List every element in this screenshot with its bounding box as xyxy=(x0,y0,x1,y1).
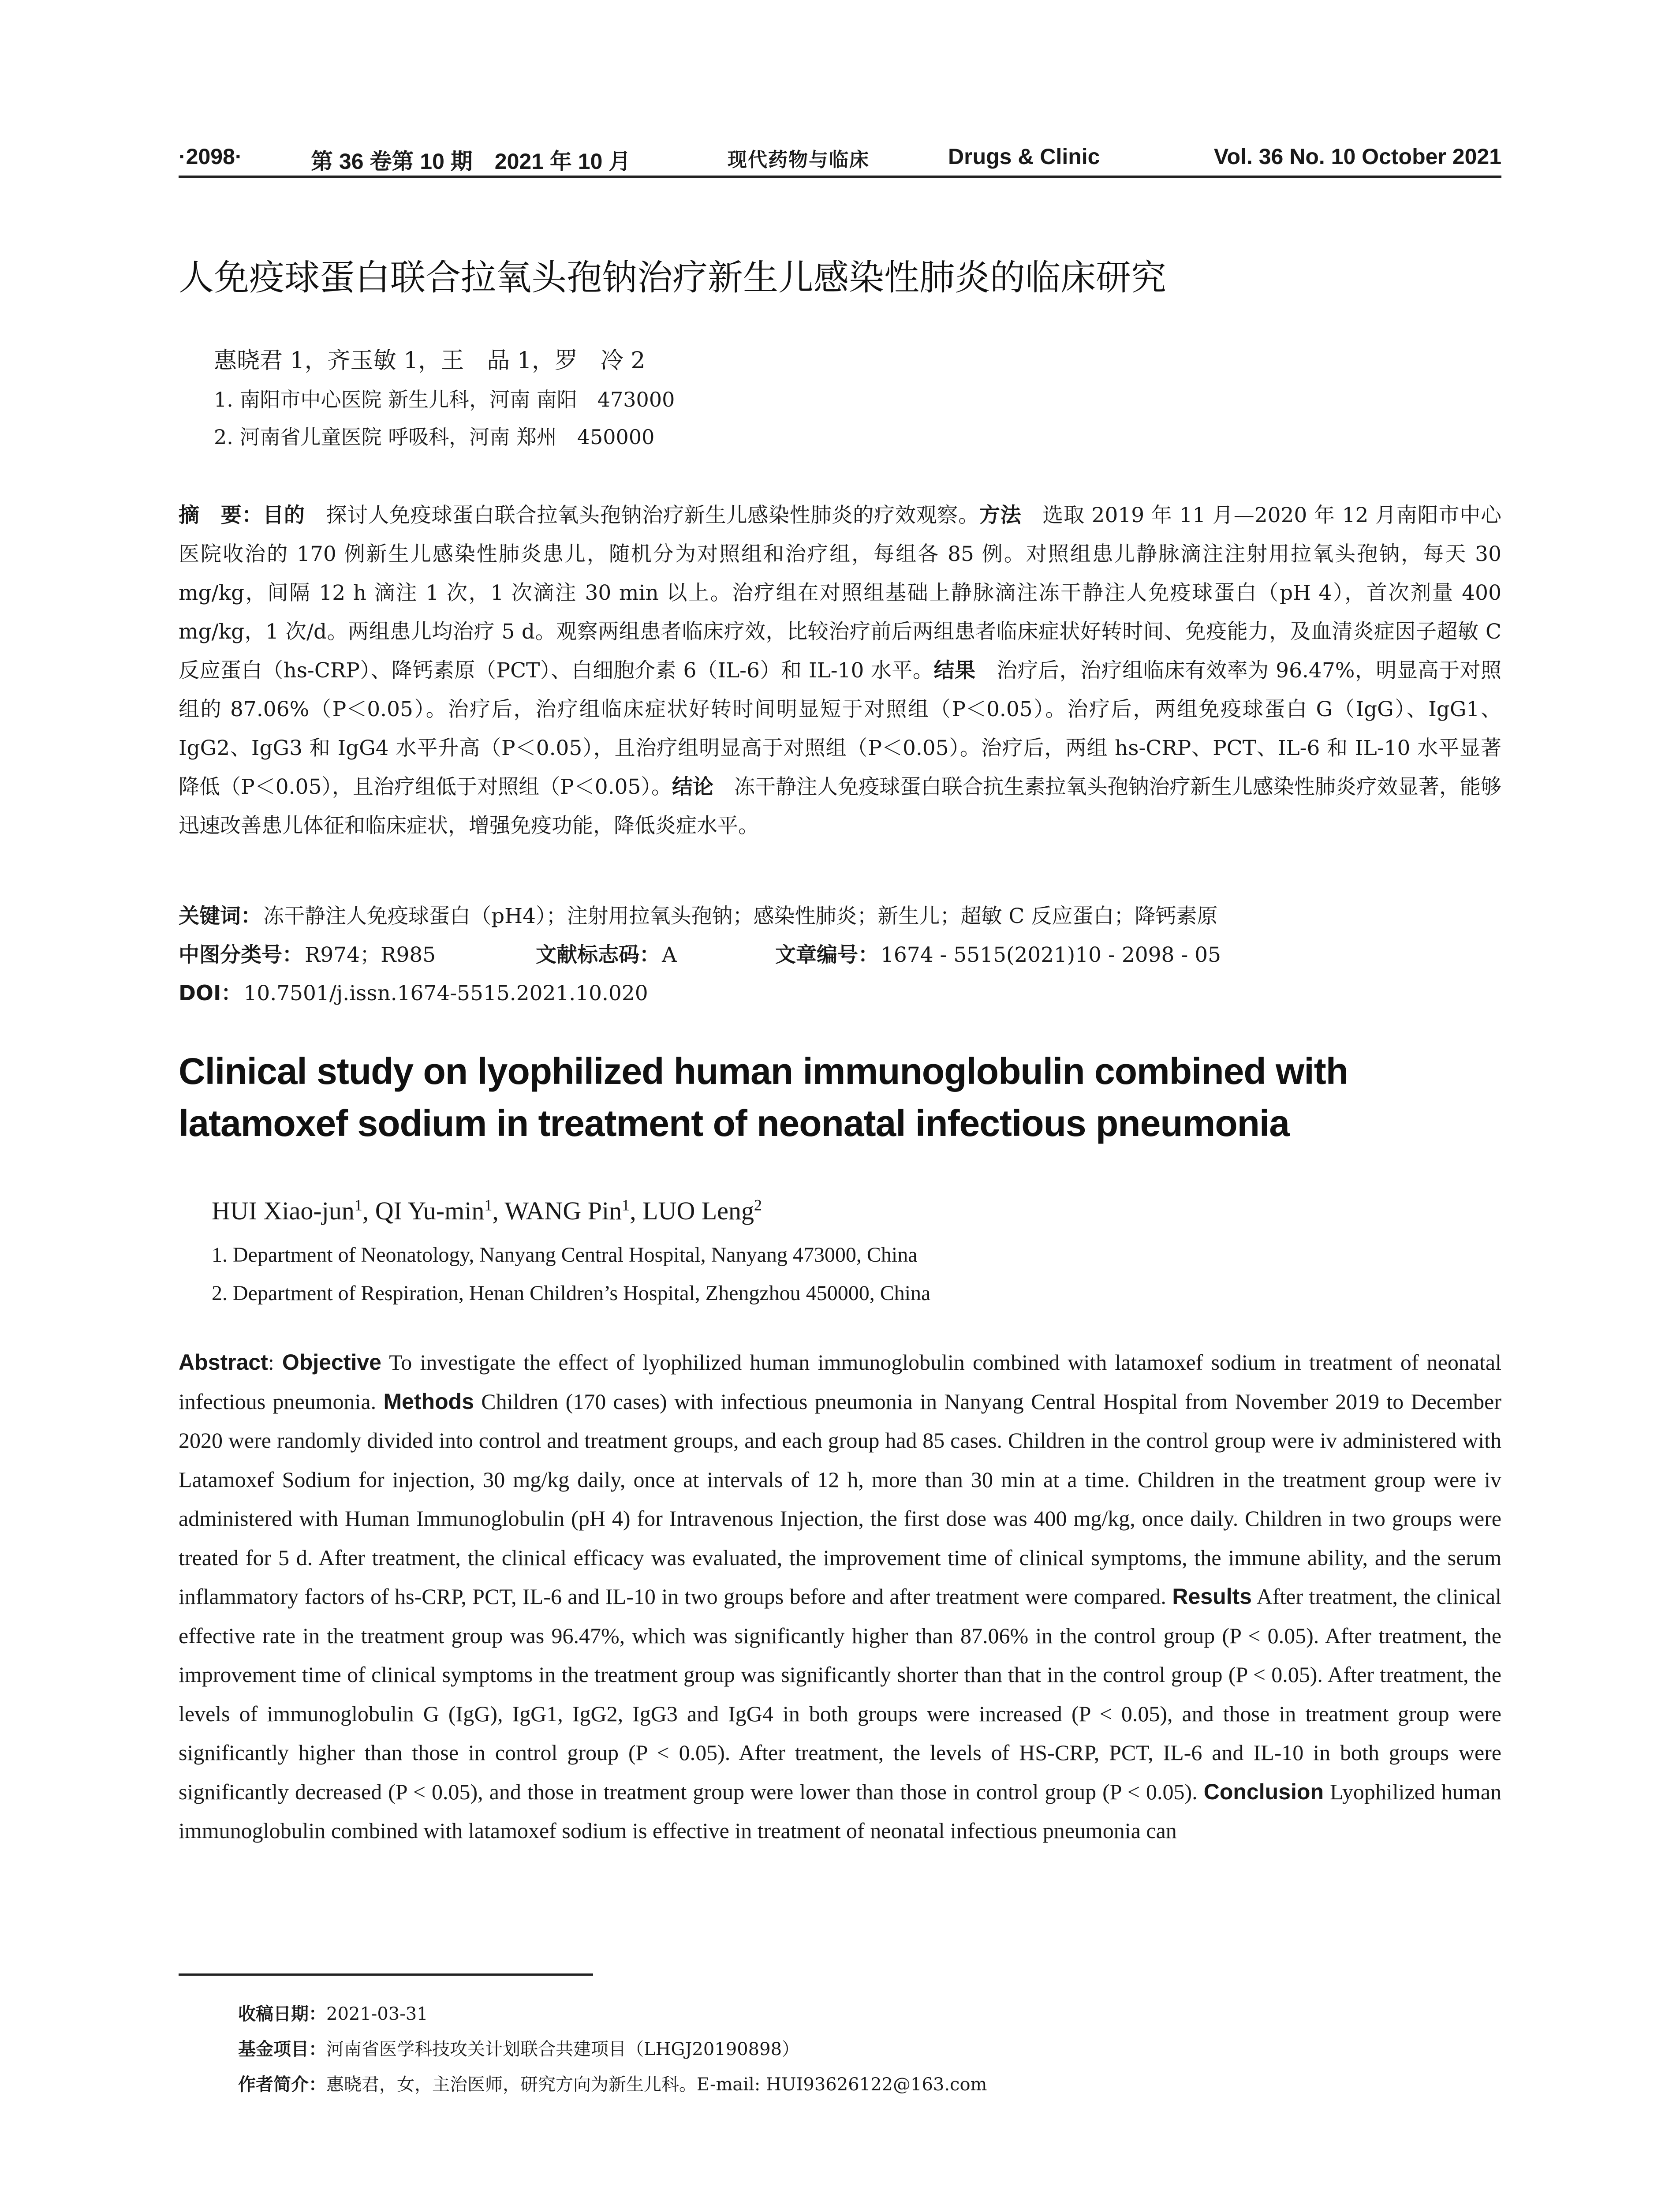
cn-doc-code xyxy=(536,938,677,968)
en-objective-label: Objective xyxy=(282,1350,381,1375)
cn-doi xyxy=(179,977,648,1006)
footnote-received xyxy=(238,2000,428,2025)
en-objective-text: To investigate the effect of lyophilized human immunoglobulin combined with latamoxef sodium in treatment of neonatal infectious pneumonia. xyxy=(179,1350,1501,1414)
en-abstract-label: Abstract xyxy=(179,1350,268,1375)
cn-objective-label: 目的 xyxy=(263,503,305,527)
journal-name-cn: 现代药物与临床 xyxy=(728,149,870,171)
en-author-4: LUO Leng$^2$ xyxy=(642,1196,762,1226)
en-results-text: After treatment, the clinical effective rate in the treatment group was 96.47%, which was significantly higher than 87.06% in the control group (P < 0.05). After treatment, the improvement time of clinical symptoms in the treatment group was significantly shorter than that in the control group (P < 0.05). After treatment, the levels of immunoglobulin G (IgG), IgG1, IgG2, IgG3 and IgG4 in both groups were increased (P < 0.05), and those in treatment group were significantly higher than those in control group (P < 0.05). After treatment, the levels of HS-CRP, PCT, IL-6 and IL-10 in both groups were significantly decreased (P < 0.05), and those in treatment group were lower than those in control group (P < 0.05). xyxy=(179,1584,1502,1804)
article-no-value: 1674 - 5515(2021)10 - 2098 - 05 xyxy=(881,943,1221,967)
cn-abstract xyxy=(179,496,1501,845)
cn-affiliation-2: 2. 河南省儿童医院 呼吸科，河南 郑州 450000 xyxy=(214,425,655,449)
en-affiliation-1: 1. Department of Neonatology, Nanyang Central Hospital, Nanyang 473000, China xyxy=(212,1243,918,1267)
received-date: 2021-03-31 xyxy=(326,2004,428,2024)
cn-objective-text: 探讨人免疫球蛋白联合拉氧头孢钠治疗新生儿感染性肺炎的疗效观察。 xyxy=(305,503,979,527)
doc-code-value: A xyxy=(662,943,677,967)
en-methods-label: Methods xyxy=(383,1389,474,1414)
en-conclusion-text: Lyophilized human immunoglobulin combined with latamoxef sodium is effective in treatment of neonatal infectious pneumonia can xyxy=(179,1779,1502,1843)
en-abstract: Abstract: Objective To investigate the effect of lyophilized human immunoglobulin combined with latamoxef sodium in treatment of neonatal infectious pneumonia. Methods Children (170 cases) with infectious pneumonia in Nanyang Central Hospital from November 2019 to December 2020 were randomly divided into control and treatment groups, and each group had 85 cases. Children in the control group were iv administered with Latamoxef Sodium for injection, 30 mg/kg daily, once at intervals of 12 h, more than 30 min at a time. Children in the treatment group were iv administered with Human Immunoglobulin (pH 4) for Intravenous Injection, the first dose was 400 mg/kg, once daily. Children in two groups were treated for 5 d. After treatment, the clinical efficacy was evaluated, the improvement time of clinical symptoms, the immune ability, and the serum inflammatory factors of hs-CRP, PCT, IL-6 and IL-10 in two groups before and after treatment were compared. Results After treatment, the clinical effective rate in the treatment group was 96.47%, which was significantly higher than 87.06% in the control group (P < 0.05). After treatment, the improvement time of clinical symptoms in the treatment group was significantly shorter than that in the control group (P < 0.05). After treatment, the levels of immunoglobulin G (IgG), IgG1, IgG2, IgG3 and IgG4 in both groups were increased (P < 0.05), and those in treatment group were significantly higher than those in control group (P < 0.05). After treatment, the levels of HS-CRP, PCT, IL-6 and IL-10 in both groups were significantly decreased (P < 0.05), and those in treatment group were lower than those in control group (P < 0.05). Conclusion Lyophilized human immunoglobulin combined with latamoxef sodium is effective in treatment of neonatal infectious pneumonia can xyxy=(179,1350,1502,1843)
cn-title: 人免疫球蛋白联合拉氧头孢钠治疗新生儿感染性肺炎的临床研究 xyxy=(179,257,1166,298)
cn-classification xyxy=(179,938,436,968)
cn-conclusion-text: 冻干静注人免疫球蛋白联合抗生素拉氧头孢钠治疗新生儿感染性肺炎疗效显著，能够迅速改善患儿体征和临床症状，增强免疫功能，降低炎症水平。 xyxy=(179,775,1502,838)
footnote-author xyxy=(238,2070,987,2096)
en-methods-text: Children (170 cases) with infectious pneumonia in Nanyang Central Hospital from November 2019 to December 2020 were randomly divided into control and treatment groups, and each group had 85 cases. Children in the control group were iv administered with Latamoxef Sodium for injection, 30 mg/kg daily, once at intervals of 12 h, more than 30 min at a time. Children in the treatment group were iv administered with Human Immunoglobulin (pH 4) for Intravenous Injection, the first dose was 400 mg/kg, once daily. Children in two groups were treated for 5 d. After treatment, the clinical efficacy was evaluated, the improvement time of clinical symptoms, the immune ability, and the serum inflammatory factors of hs-CRP, PCT, IL-6 and IL-10 in two groups before and after treatment were compared. xyxy=(179,1389,1502,1609)
footnote-divider xyxy=(179,1973,593,1976)
fund-text: 河南省医学科技攻关计划联合共建项目（LHGJ20190898） xyxy=(326,2039,800,2059)
cn-results-text: 治疗后，治疗组临床有效率为 96.47%，明显高于对照组的 87.06%（P＜0.05）。治疗后，治疗组临床症状好转时间明显短于对照组（P＜0.05）。治疗后，两组免疫球蛋白 G（IgG）、IgG1、IgG2、IgG3 和 IgG4 水平升高（P＜0.05），且治疗组明显高于对照组（P＜0.05）。治疗后，两组 hs-CRP、PCT、IL-6 和 IL-10 水平显著降低（P＜0.05），且治疗组低于对照组（P＜0.05）。 xyxy=(179,658,1502,799)
footnote-fund xyxy=(238,2035,799,2060)
received-label: 收稿日期： xyxy=(238,2004,326,2024)
author-bio-text: 惠晓君，女，主治医师，研究方向为新生儿科。E-mail: HUI93626122@163.com xyxy=(326,2074,987,2095)
cn-conclusion-label: 结论 xyxy=(672,775,714,799)
cn-authors: 惠晓君 1，齐玉敏 1，王 品 1，罗 冷 2 xyxy=(214,348,646,374)
cn-affiliation-1: 1. 南阳市中心医院 新生儿科，河南 南阳 473000 xyxy=(214,388,675,411)
en-results-label: Results xyxy=(1172,1584,1252,1609)
cn-keywords-text: 冻干静注人免疫球蛋白（pH4）；注射用拉氧头孢钠；感染性肺炎；新生儿；超敏 C 反应蛋白；降钙素原 xyxy=(263,904,1218,928)
en-authors: HUI Xiao-jun$^1$, QI $Yu-\min^1$, WANG Pin$^1$, LUO Leng$^2$ xyxy=(212,1196,762,1226)
doc-code-label: 文献标志码： xyxy=(536,943,660,967)
cn-keywords xyxy=(179,900,1217,929)
cn-keywords-label: 关键词： xyxy=(179,904,261,928)
en-title: Clinical study on lyophilized human immunoglobulin combined with latamoxef sodium in treatment of neonatal infectious pneumonia xyxy=(179,1050,1348,1144)
fund-label: 基金项目： xyxy=(238,2039,326,2059)
clc-label: 中图分类号： xyxy=(179,943,303,967)
author-bio-label: 作者简介： xyxy=(238,2074,326,2095)
cn-abstract-label: 摘 要： xyxy=(179,503,263,527)
en-affiliation-2: 2. Department of Respiration, Henan Children’s Hospital, Zhengzhou 450000, China xyxy=(212,1282,931,1305)
volume-info: Vol. 36 No. 10 October 2021 xyxy=(1213,144,1501,169)
en-author-2: QI $Yu-\min^1$ xyxy=(375,1196,493,1226)
page-number: ·2098· xyxy=(179,144,243,169)
cn-results-label: 结果 xyxy=(933,658,976,683)
en-author-3: WANG Pin$^1$ xyxy=(504,1196,630,1226)
issue-cn: 第 36 卷第 10 期 2021 年 10 月 xyxy=(311,149,631,174)
cn-methods-text: 选取 2019 年 11 月—2020 年 12 月南阳市中心医院收治的 170 例新生儿感染性肺炎患儿，随机分为对照组和治疗组，每组各 85 例。对照组患儿静脉滴注注射用拉氧头孢钠，每天 30 mg/kg，间隔 12 h 滴注 1 次，1 次滴注 30 min 以上。治疗组在对照组基础上静脉滴注冻干静注人免疫球蛋白（pH 4），首次剂量 400 mg/kg，1 次/d。两组患儿均治疗 5 d。观察两组患者临床疗效，比较治疗前后两组患者临床症状好转时间、免疫能力，及血清炎症因子超敏 C 反应蛋白（hs-CRP）、降钙素原（PCT）、白细胞介素 6（IL-6）和 IL-10 水平。 xyxy=(179,503,1502,683)
cn-methods-label: 方法 xyxy=(979,503,1022,527)
journal-name-en: Drugs & Clinic xyxy=(948,144,1100,169)
article-no-label: 文章编号： xyxy=(775,943,879,967)
en-author-1: HUI Xiao-jun$^1$ xyxy=(212,1196,362,1226)
doi-label: DOI： xyxy=(179,981,242,1005)
running-header xyxy=(179,140,1501,178)
en-conclusion-label: Conclusion xyxy=(1203,1779,1324,1804)
doi-value: 10.7501/j.issn.1674-5515.2021.10.020 xyxy=(243,981,648,1005)
cn-article-number xyxy=(775,938,1221,968)
clc-value: R974；R985 xyxy=(305,943,436,967)
